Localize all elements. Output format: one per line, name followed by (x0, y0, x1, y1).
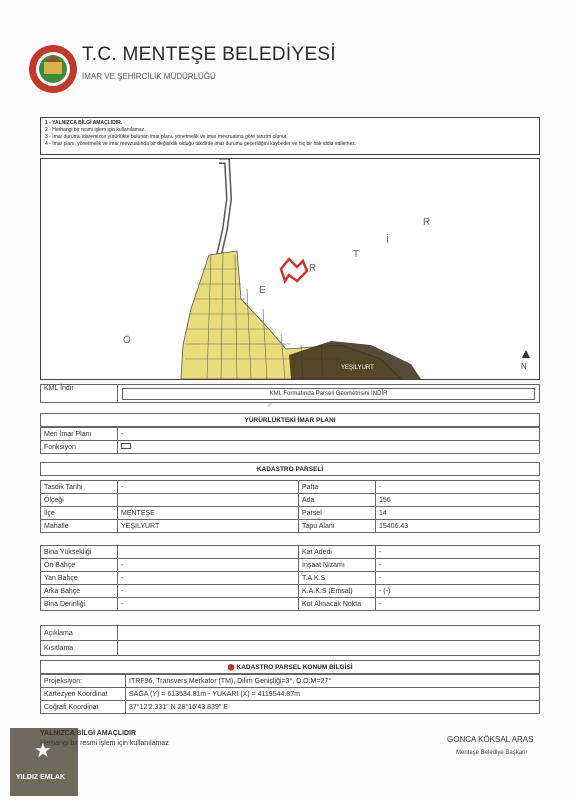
org-subtitle: İMAR VE ŞEHİRCİLİK MÜDÜRLÜĞÜ (82, 72, 216, 81)
note-2: 2 - Herhangi bir resmi işlem için kullanılamaz. (45, 127, 146, 133)
location-pin-icon: ⬤ (227, 664, 235, 671)
yapi-label: Ön Bahçe (41, 559, 118, 572)
agency-name: YILDIZ EMLAK (16, 774, 65, 781)
parcel-map[interactable] (40, 158, 540, 380)
municipality-logo (28, 44, 78, 94)
note-4: 4 - İmar planı, yönetmelik ve imar mevzuatında bir değişiklik olduğu takdirde imar durumu geçerliliğini kaybeder ve hiç bir hak iddia edilemez. (45, 141, 357, 147)
yapi-label: Kot Alınacak Nokta (299, 598, 376, 611)
map-label-3: R (309, 263, 317, 274)
kadastro-value: - (118, 481, 299, 494)
kml-label: KML İndir (41, 385, 118, 403)
map-label-4: T (353, 249, 360, 260)
footer-info-line: YALNIZCA BİLGİ AMAÇLIDIR (40, 730, 137, 737)
kadastro-value: 14 (376, 507, 540, 520)
konum-value: 37°12'2.331" N 28°16'43.839" E (126, 701, 540, 714)
kadastro-section-title (40, 462, 540, 476)
kadastro-title: KADASTRO PARSELİ (256, 466, 324, 473)
kadastro-label: Tapu Alanı (299, 520, 376, 533)
yapi-value: - (118, 559, 299, 572)
yapi-value: - (-) (376, 585, 540, 598)
kadastro-label: Pafta (299, 481, 376, 494)
kadastro-value: MENTEŞE (118, 507, 299, 520)
kadastro-value: 156 (376, 494, 540, 507)
kadastro-label: Mahalle (41, 520, 118, 533)
map-place-label: YEŞİLYURT (341, 365, 374, 371)
aciklama-label: Açıklama (41, 626, 118, 641)
kadastro-label: Parsel (299, 507, 376, 520)
konum-table (40, 674, 540, 714)
yapi-label: Arka Bahçe (41, 585, 118, 598)
org-title: T.C. MENTEŞE BELEDİYESİ (82, 44, 336, 65)
imar-title: YÜRÜRLÜKTEKİ İMAR PLANI (244, 417, 336, 424)
kadastro-label: Tasdik Tarihi (41, 481, 118, 494)
notes-box (40, 117, 540, 155)
kml-table (40, 384, 540, 403)
kadastro-value: YEŞİLYURT (118, 520, 299, 533)
kadastro-table (40, 480, 540, 533)
yapi-label: Kat Adedi (299, 546, 376, 559)
kadastro-label: Ada (299, 494, 376, 507)
signer-name: GONCA KÖKSAL ARAS (447, 735, 534, 744)
signer-title: Menteşe Belediye Başkanı (456, 750, 528, 756)
agency-badge (10, 728, 78, 796)
kisitlama-value (118, 641, 540, 656)
map-label-5: İ (386, 235, 389, 246)
yapi-label: İnşaat Nizamı (299, 559, 376, 572)
fonksiyon-label: Fonksiyon (41, 441, 118, 454)
yapi-label: Bina Yüksekliği (41, 546, 118, 559)
kadastro-label: İlçe (41, 507, 118, 520)
yapi-value (118, 546, 299, 559)
yapi-table (40, 545, 540, 611)
star-icon: ★ (34, 740, 52, 762)
note-3: 3 - İmar durumu idaremizce yürürlükte bulunan imar planı, yönetmelik ve imar mevzuatına göre tanzim olunur. (45, 134, 288, 140)
kisitlama-label: Kısıtlama (41, 641, 118, 656)
kml-download-link[interactable]: KML Formatında Parseli Geometrisini İNDİR (122, 388, 535, 400)
yapi-value: - (118, 598, 299, 611)
north-arrow-icon: ▲ (519, 345, 533, 361)
map-label-2: E (259, 285, 266, 296)
meri-plan-label: Meri İmar Planı (41, 428, 118, 441)
konum-label: Coğrafi Koordinat (41, 701, 126, 714)
yapi-value: - (376, 546, 540, 559)
kadastro-value (118, 494, 299, 507)
footer-warning-line: Herhangi bir resmi işlem için kullanılamaz (40, 740, 169, 747)
yapi-label: T.A.K.S (299, 572, 376, 585)
konum-label: Kartezyen Koordinat (41, 688, 126, 701)
kadastro-value: - (376, 481, 540, 494)
konum-title: KADASTRO PARSEL KONUM BİLGİSİ (236, 664, 353, 671)
konum-label: Projeksiyon: (41, 675, 126, 688)
aciklama-table (40, 625, 540, 656)
kadastro-label: Ölçeği (41, 494, 118, 507)
aciklama-value (118, 626, 540, 641)
yapi-value: - (376, 598, 540, 611)
note-1: 1 - YALNIZCA BİLGİ AMAÇLIDIR. (45, 120, 123, 126)
fonksiyon-value (118, 441, 540, 454)
yapi-value: - (118, 572, 299, 585)
yapi-value: - (376, 572, 540, 585)
yapi-value: - (376, 559, 540, 572)
konum-section-title (40, 660, 540, 674)
meri-plan-value: - (118, 428, 540, 441)
yapi-label: K.A.K.S (Emsal) (299, 585, 376, 598)
kadastro-value: 15406.43 (376, 520, 540, 533)
yapi-label: Yan Bahçe (41, 572, 118, 585)
imar-section-title (40, 413, 540, 427)
imar-table (40, 427, 540, 454)
yapi-label: Bina Derinliği (41, 598, 118, 611)
konum-value: SAĞA (Y) = 613534.81m - YUKARI (X) = 4119544.87m (126, 688, 540, 701)
north-label: N (521, 362, 527, 371)
yapi-value: - (118, 585, 299, 598)
map-label-6: R (423, 217, 431, 228)
konum-value: ITRF96, Transvers Merkator (TM), Dilim Genişliği=3°, D.O.M=27° (126, 675, 540, 688)
map-label-1: Ö (123, 335, 131, 346)
